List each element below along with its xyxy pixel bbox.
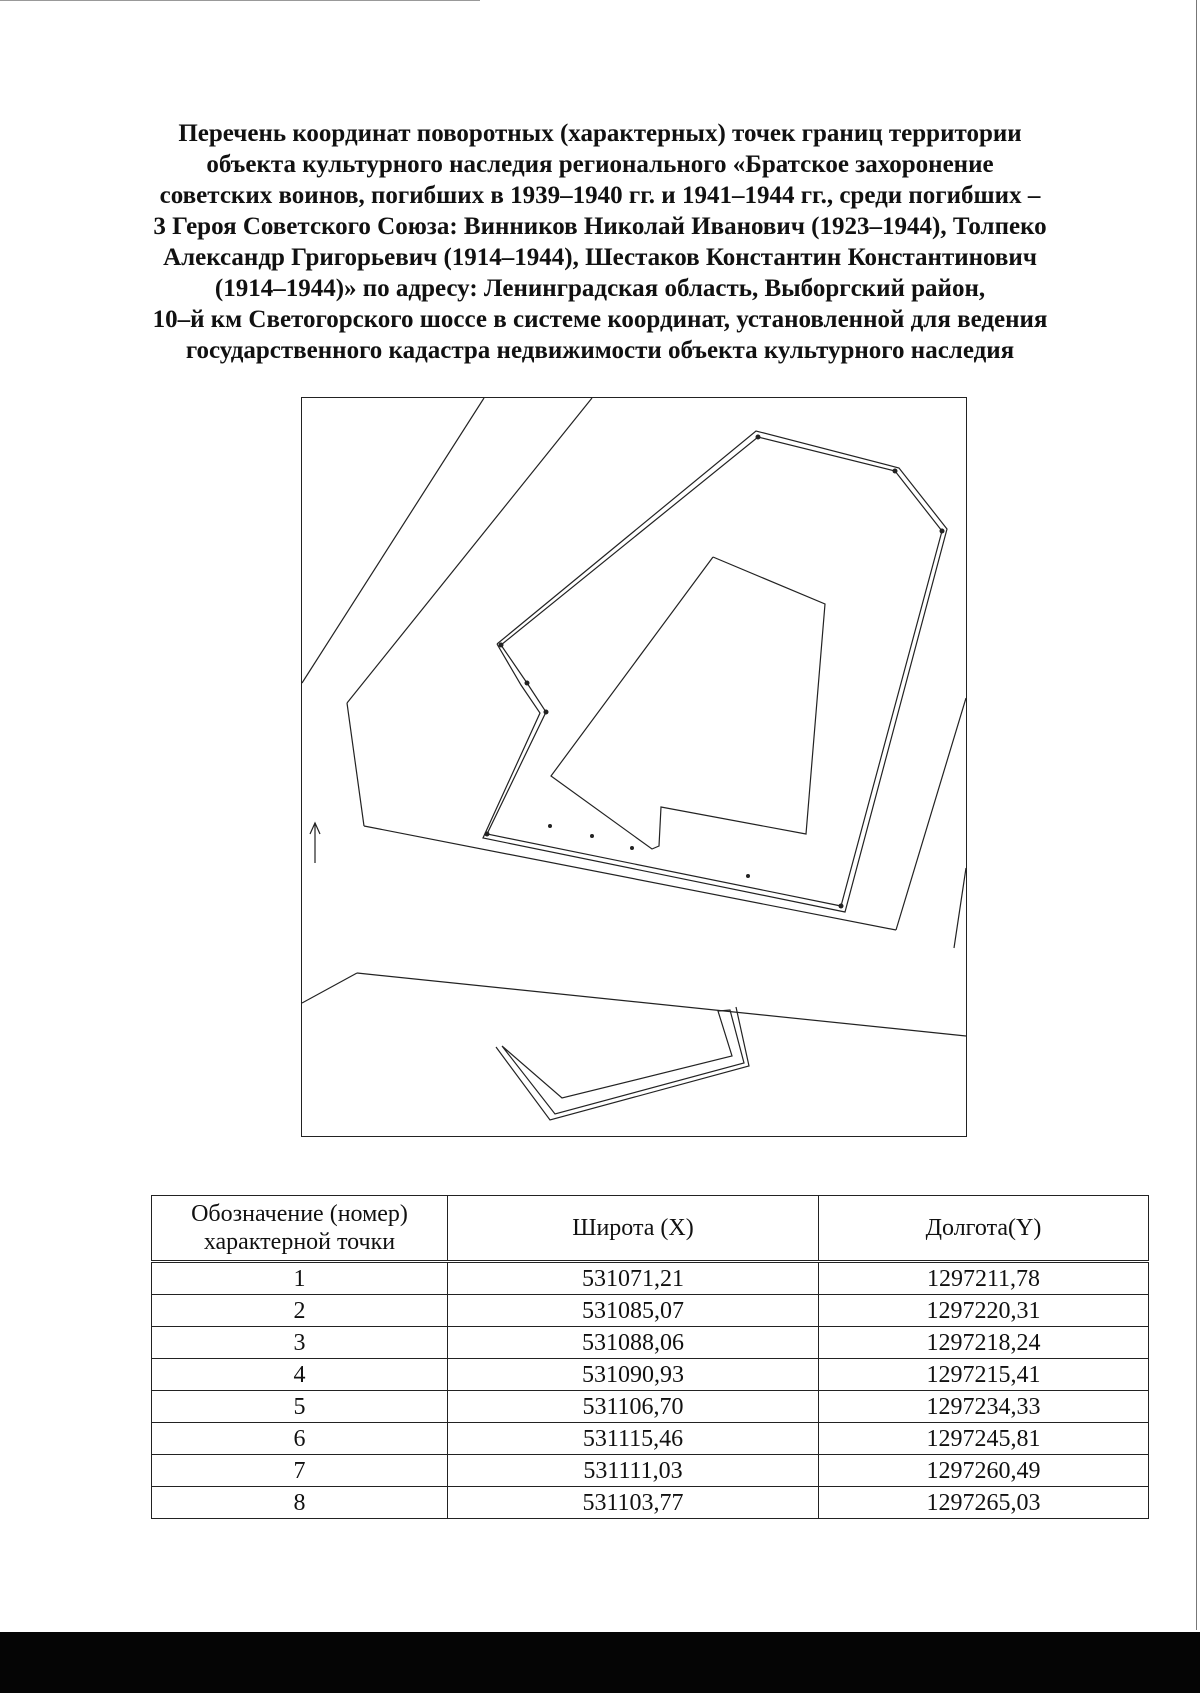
road-edge-line	[347, 703, 364, 826]
boundary-point	[548, 824, 552, 828]
latitude-value: 531085,07	[448, 1295, 819, 1327]
latitude-value: 531090,93	[448, 1359, 819, 1391]
scan-edge-line	[0, 0, 480, 1]
point-number: 8	[152, 1487, 448, 1519]
road-edge-line	[302, 973, 357, 1003]
point-number: 7	[152, 1455, 448, 1487]
boundary-points	[485, 435, 945, 909]
point-number: 5	[152, 1391, 448, 1423]
point-number: 6	[152, 1423, 448, 1455]
road-edge-line	[357, 973, 966, 1036]
road-edge-line	[302, 398, 484, 683]
boundary-point	[485, 832, 490, 837]
table-row	[152, 1327, 1149, 1359]
road-edge-line	[347, 398, 592, 703]
table-row	[152, 1295, 1149, 1327]
document-title: Перечень координат поворотных (характерных) точек границ территории объекта культурного наследия регионального «Братское захоронение советских воинов, погибших в 1939–1940 гг. и 1941–1944 гг., среди погибших – 3 Героя Советского Союза: Винников Николай Иванович (1923–1944), Толпеко Александр Григорьевич (1914–1944), Шестаков Константин Константинович (1914–1944)» по адресу: Ленинградская область, Выборгский район, 10–й км Светогорского шоссе в системе координат, установленной для ведения государственного кадастра недвижимости объекта культурного наследия	[152, 120, 1048, 364]
boundary-point	[940, 529, 945, 534]
boundary-scheme-drawing	[302, 398, 966, 1136]
table-row	[152, 1455, 1149, 1487]
header-point-number: Обозначение (номер) характерной точки	[152, 1196, 448, 1262]
boundary-scheme-map	[301, 397, 967, 1137]
secondary-plot-outer	[496, 1007, 749, 1120]
latitude-value: 531103,77	[448, 1487, 819, 1519]
boundary-point	[756, 435, 761, 440]
longitude-value: 1297265,03	[819, 1487, 1149, 1519]
territory-boundary	[487, 437, 942, 906]
table-header-row	[152, 1196, 1149, 1262]
boundary-point	[590, 834, 594, 838]
point-number: 2	[152, 1295, 448, 1327]
table-row	[152, 1359, 1149, 1391]
latitude-value: 531115,46	[448, 1423, 819, 1455]
latitude-value: 531106,70	[448, 1391, 819, 1423]
secondary-plot-boundary	[502, 1010, 744, 1114]
scan-right-edge	[1196, 0, 1197, 1630]
table-row	[152, 1423, 1149, 1455]
road-edge-line	[364, 826, 896, 930]
boundary-point	[839, 904, 844, 909]
point-number: 4	[152, 1359, 448, 1391]
road-edge-line	[896, 698, 966, 930]
longitude-value: 1297260,49	[819, 1455, 1149, 1487]
coordinates-table	[151, 1195, 1149, 1519]
road-edge-line	[954, 868, 966, 948]
boundary-point	[544, 710, 549, 715]
boundary-point	[525, 681, 530, 686]
point-number: 3	[152, 1327, 448, 1359]
longitude-value: 1297215,41	[819, 1359, 1149, 1391]
boundary-point	[630, 846, 634, 850]
latitude-value: 531111,03	[448, 1455, 819, 1487]
longitude-value: 1297220,31	[819, 1295, 1149, 1327]
territory-boundary-outer	[483, 431, 947, 912]
longitude-value: 1297211,78	[819, 1262, 1149, 1295]
boundary-point	[746, 874, 750, 878]
table-row	[152, 1391, 1149, 1423]
boundary-point	[893, 469, 898, 474]
point-number: 1	[152, 1262, 448, 1295]
table-row	[152, 1487, 1149, 1519]
building-footprint	[551, 557, 825, 849]
table-row	[152, 1262, 1149, 1295]
boundary-point	[499, 643, 504, 648]
latitude-value: 531071,21	[448, 1262, 819, 1295]
longitude-value: 1297234,33	[819, 1391, 1149, 1423]
scan-bottom-bar	[0, 1632, 1200, 1693]
latitude-value: 531088,06	[448, 1327, 819, 1359]
header-latitude: Широта (X)	[448, 1196, 819, 1262]
longitude-value: 1297218,24	[819, 1327, 1149, 1359]
longitude-value: 1297245,81	[819, 1423, 1149, 1455]
header-longitude: Долгота(Y)	[819, 1196, 1149, 1262]
